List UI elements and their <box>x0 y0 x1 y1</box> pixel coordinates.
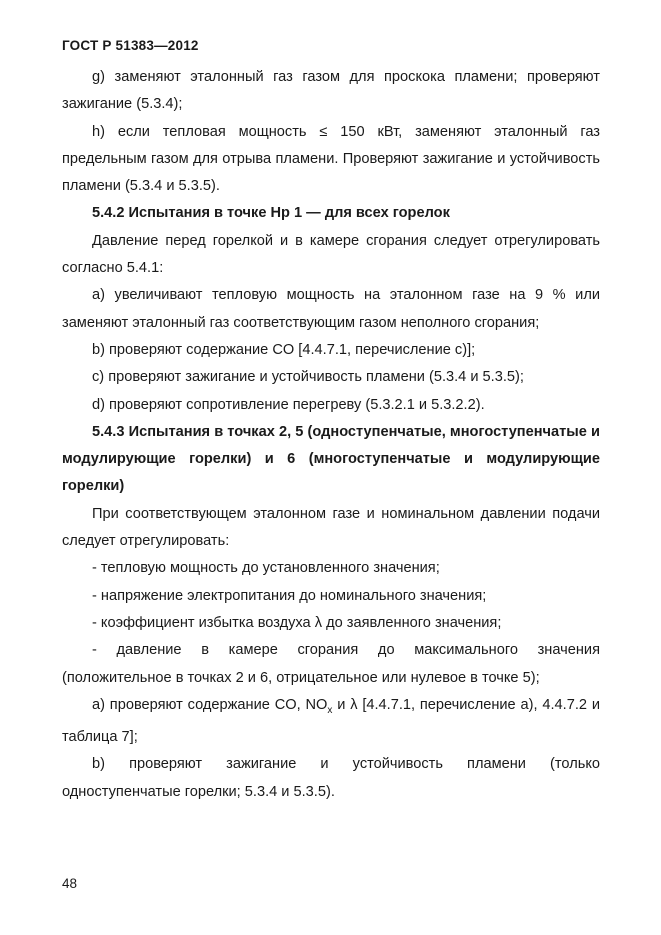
page-number: 48 <box>62 876 78 891</box>
list-item-chamber-pressure: - давление в камере сгорания до максимального значения (положительное в точках 2 и 6, отрицательное или нулевое в точке 5); <box>62 642 600 686</box>
section-heading-5-4-2: 5.4.2 Испытания в точке Hp 1 — для всех горелок <box>92 205 450 222</box>
paragraph-co-nox <box>62 692 600 752</box>
paragraph-d: d) проверяют сопротивление перегреву (5.3.2.1 и 5.3.2.2). <box>92 396 485 413</box>
paragraph-b: b) проверяют содержание CO [4.4.7.1, перечисление c)]; <box>92 341 476 358</box>
co-nox-text-before: a) проверяют содержание CO, NO <box>92 696 328 713</box>
document-header: ГОСТ Р 51383—2012 <box>62 38 199 53</box>
section-heading-5-4-3: 5.4.3 Испытания в точках 2, 5 (одноступенчатые, многоступенчатые и модулирующие горелки) и 6 (многоступенчатые и модулирующие горелки) <box>62 423 600 495</box>
co-nox-text-after: и λ [4.4.7.1, перечисление a), 4.4.7.2 и таблица 7]; <box>62 696 600 746</box>
paragraph-a: a) увеличивают тепловую мощность на эталонном газе на 9 % или заменяют эталонный газ соответствующим газом неполного сгорания; <box>62 287 600 331</box>
list-item-voltage: - напряжение электропитания до номинального значения; <box>92 587 487 604</box>
nox-subscript: x <box>327 704 333 716</box>
list-item-air-ratio: - коэффициент избытка воздуха λ до заявленного значения; <box>92 614 502 631</box>
paragraph-c: c) проверяют зажигание и устойчивость пламени (5.3.4 и 5.3.5); <box>92 369 524 386</box>
paragraph-ignition-check: b) проверяют зажигание и устойчивость пламени (только одноступенчатые горелки; 5.3.4 и 5.3.5). <box>62 756 600 800</box>
paragraph-g: g) заменяют эталонный газ газом для проскока пламени; проверяют зажигание (5.3.4); <box>62 69 600 113</box>
paragraph-h: h) если тепловая мощность ≤ 150 кВт, заменяют эталонный газ предельным газом для отрыва пламени. Проверяют зажигание и устойчивость пламени (5.3.4 и 5.3.5). <box>62 123 600 195</box>
paragraph-conditions: При соответствующем эталонном газе и номинальном давлении подачи следует отрегулировать: <box>62 505 600 550</box>
document-body <box>62 64 600 806</box>
list-item-heat-power: - тепловую мощность до установленного значения; <box>92 560 440 577</box>
paragraph-pressure: Давление перед горелкой и в камере сгорания следует отрегулировать согласно 5.4.1: <box>62 232 600 277</box>
